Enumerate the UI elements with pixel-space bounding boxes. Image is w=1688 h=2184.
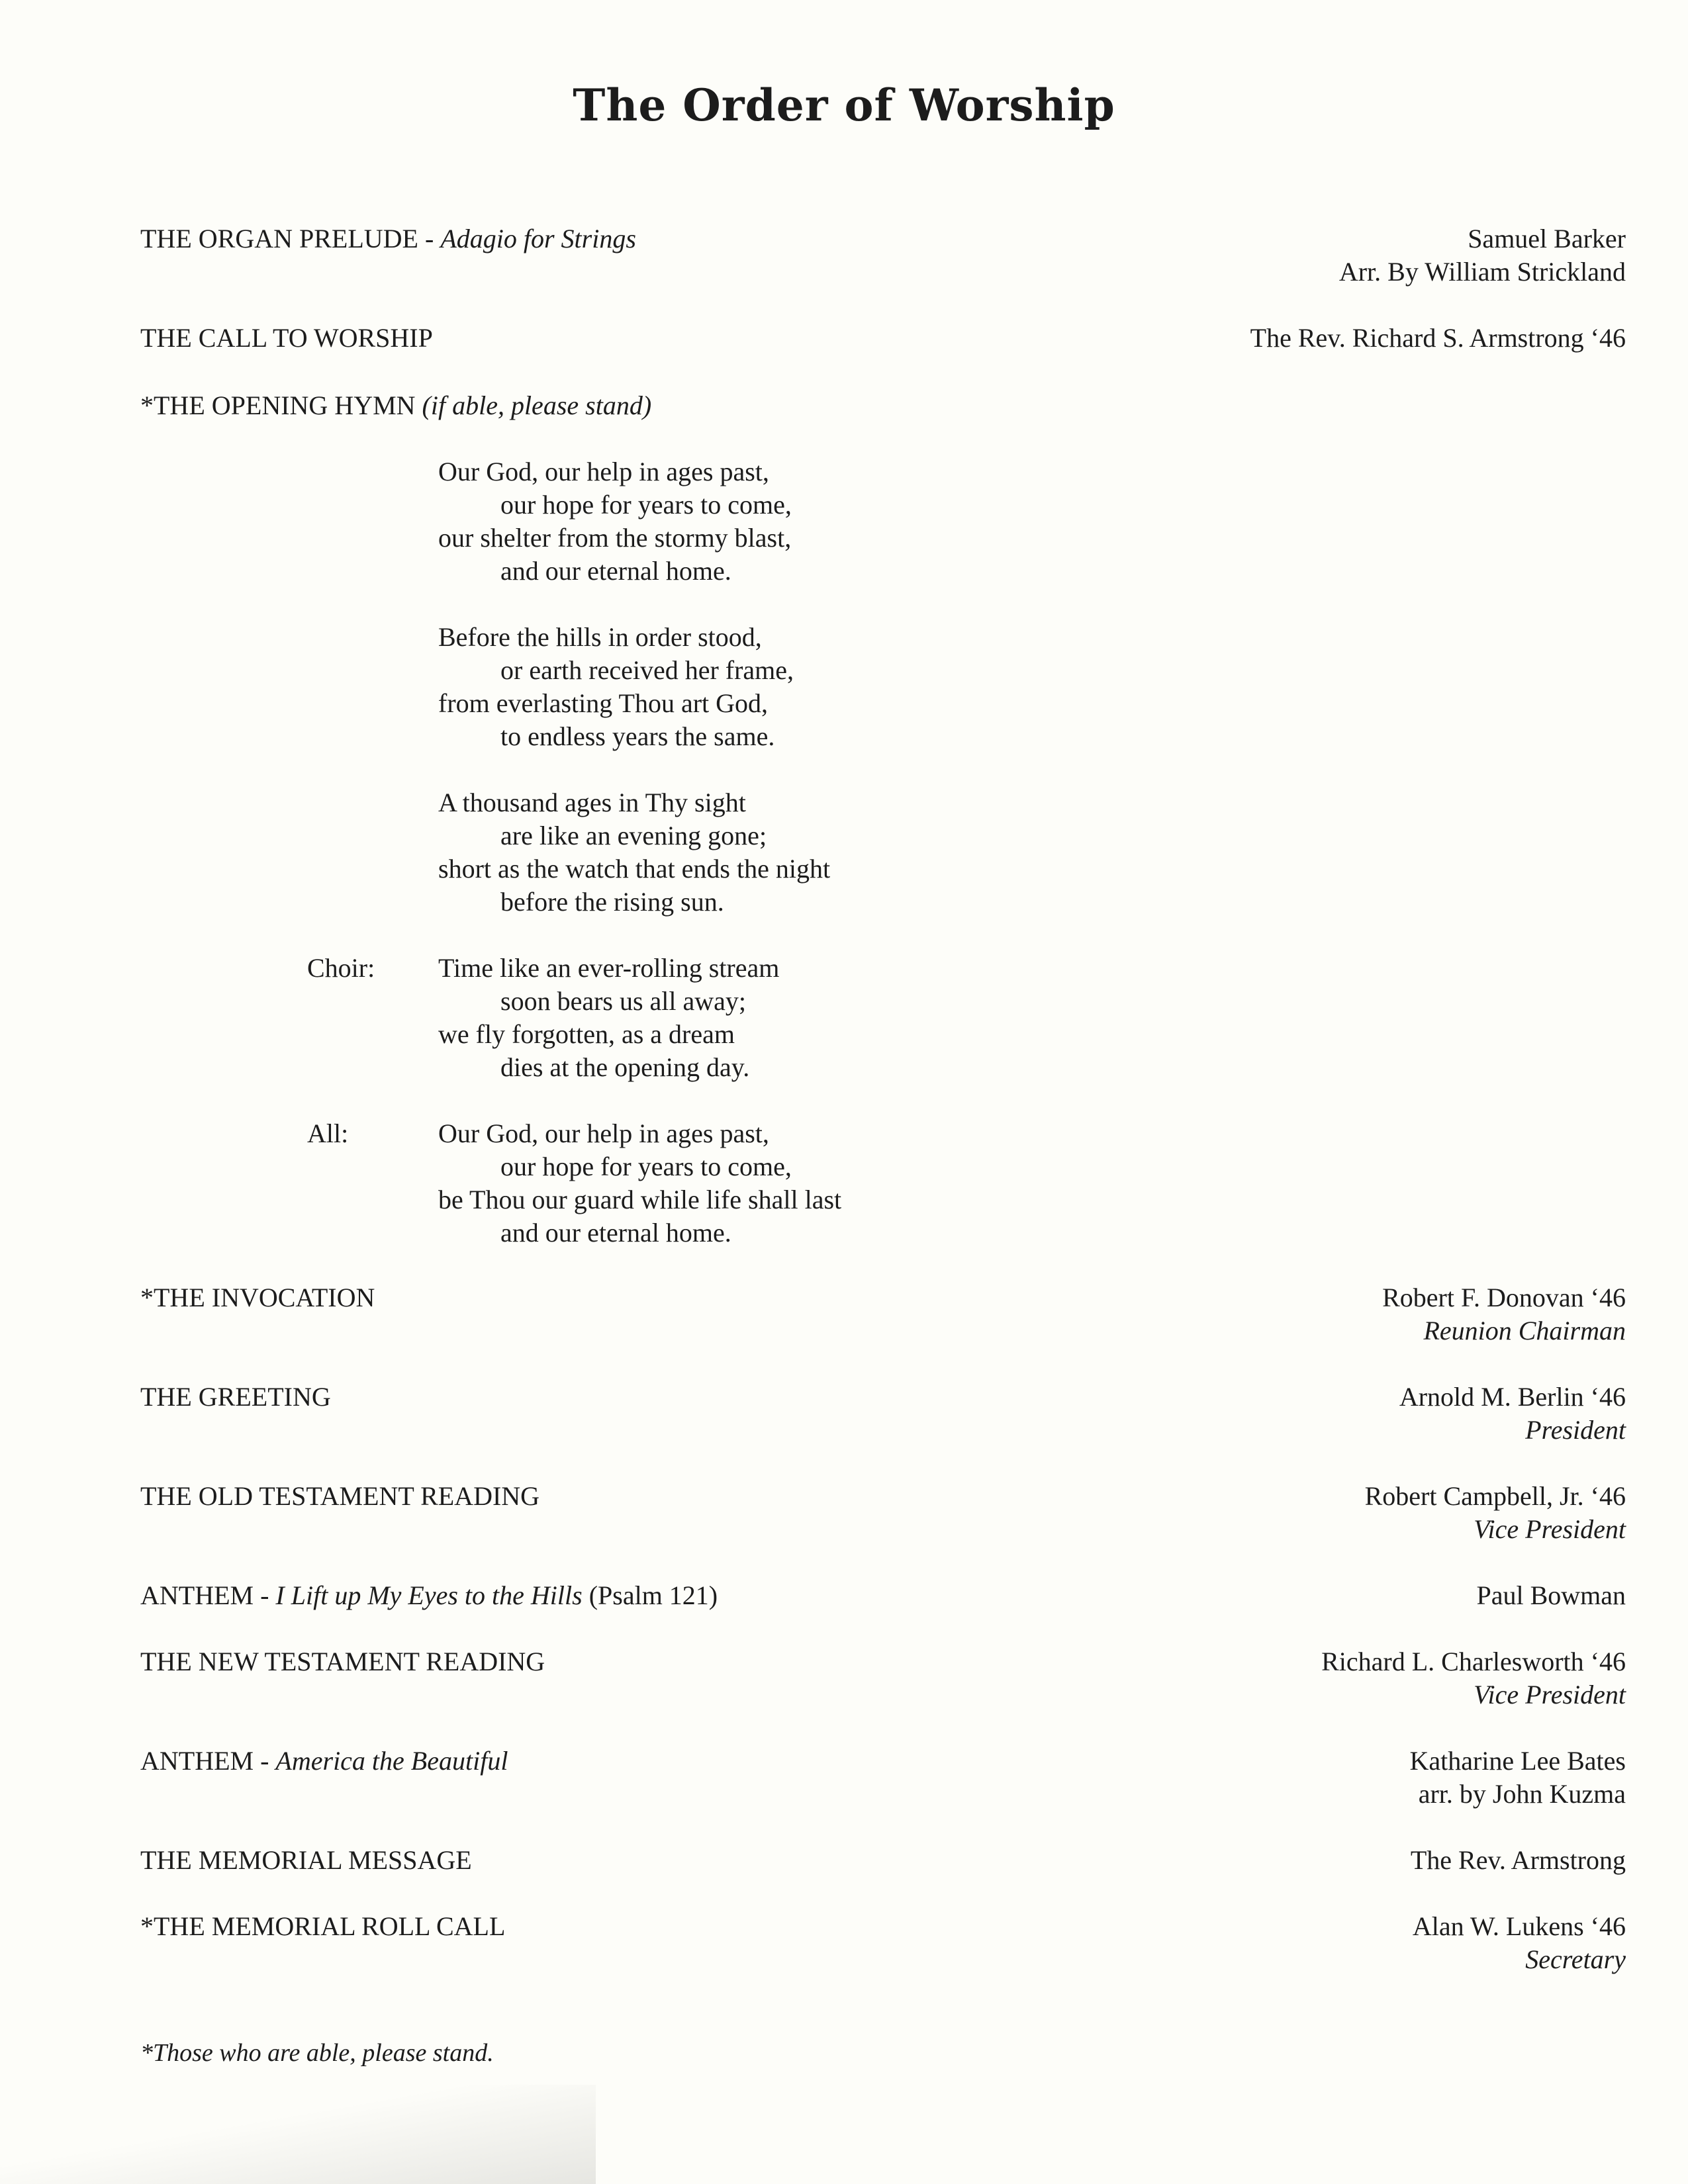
item-call-to-worship <box>140 322 433 355</box>
credit-line: Richard L. Charlesworth ‘46 <box>1321 1647 1626 1676</box>
credit-role: Vice President <box>1474 1514 1626 1544</box>
item-new-testament <box>140 1645 545 1678</box>
hymn-line: before the rising sun. <box>500 887 724 917</box>
credit-role: Reunion Chairman <box>1423 1316 1626 1345</box>
hymn-speaker-choir: Choir: <box>307 953 375 983</box>
hymn-line: dies at the opening day. <box>500 1052 750 1082</box>
hymn-speaker-all: All: <box>307 1118 349 1148</box>
hymn-line: are like an evening gone; <box>500 821 767 850</box>
credit-line: arr. by John Kuzma <box>1418 1779 1626 1809</box>
hymn-stanza-4 <box>438 952 779 1084</box>
credit-line: Robert F. Donovan ‘46 <box>1382 1283 1626 1312</box>
credit-line: The Rev. Richard S. Armstrong ‘46 <box>1250 323 1626 353</box>
hymn-stanza-1 <box>438 455 792 588</box>
item-opening-hymn <box>140 389 651 422</box>
item-greeting <box>140 1381 331 1414</box>
hymn-line: and our eternal home. <box>500 556 731 586</box>
item-invocation-credit <box>1382 1281 1626 1347</box>
credit-role: Vice President <box>1474 1680 1626 1709</box>
item-memorial-message <box>140 1844 472 1877</box>
item-new-testament-credit <box>1321 1645 1626 1711</box>
item-italic: (if able, please stand) <box>422 390 652 420</box>
hymn-line: soon bears us all away; <box>500 986 747 1016</box>
item-greeting-credit <box>1399 1381 1626 1447</box>
item-label: THE OLD TESTAMENT READING <box>140 1481 540 1511</box>
item-memorial-message-credit <box>1411 1844 1626 1877</box>
item-organ-prelude <box>140 222 636 255</box>
item-old-testament <box>140 1480 539 1513</box>
hymn-line: A thousand ages in Thy sight <box>438 788 746 817</box>
hymn-line: our shelter from the stormy blast, <box>438 523 792 553</box>
page-fold-shadow <box>0 2085 596 2184</box>
hymn-line: or earth received her frame, <box>500 655 794 685</box>
credit-line: Robert Campbell, Jr. ‘46 <box>1364 1481 1626 1511</box>
item-label: *THE OPENING HYMN <box>140 390 422 420</box>
credit-line: Arnold M. Berlin ‘46 <box>1399 1382 1626 1412</box>
item-label: THE ORGAN PRELUDE - <box>140 224 441 253</box>
item-label: THE CALL TO WORSHIP <box>140 323 433 353</box>
footnote: *Those who are able, please stand. <box>140 2039 494 2067</box>
hymn-line: and our eternal home. <box>500 1218 731 1248</box>
item-call-to-worship-credit <box>1250 322 1626 355</box>
hymn-stanza-5 <box>438 1117 841 1250</box>
page-title: The Order of Worship <box>573 79 1115 131</box>
item-italic: I Lift up My Eyes to the Hills <box>275 1580 583 1610</box>
hymn-line: Time like an ever-rolling stream <box>438 953 780 983</box>
item-label: ANTHEM - <box>140 1580 276 1610</box>
item-italic: America the Beautiful <box>275 1746 508 1776</box>
credit-line: The Rev. Armstrong <box>1410 1845 1626 1875</box>
item-italic: Adagio for Strings <box>440 224 636 253</box>
item-anthem-america-credit <box>1409 1745 1626 1811</box>
credit-line: Katharine Lee Bates <box>1409 1746 1626 1776</box>
hymn-line: Our God, our help in ages past, <box>438 457 769 486</box>
item-tail: (Psalm 121) <box>582 1580 718 1610</box>
item-memorial-roll-call-credit <box>1413 1910 1626 1976</box>
item-organ-prelude-credit <box>1339 222 1626 289</box>
hymn-line: be Thou our guard while life shall last <box>438 1185 842 1214</box>
hymn-stanza-2 <box>438 621 794 753</box>
credit-role: President <box>1525 1415 1626 1445</box>
hymn-line: our hope for years to come, <box>500 1152 792 1181</box>
item-invocation <box>140 1281 375 1314</box>
item-label: *THE MEMORIAL ROLL CALL <box>140 1911 506 1941</box>
hymn-line: Our God, our help in ages past, <box>438 1118 769 1148</box>
item-anthem-psalm <box>140 1579 718 1612</box>
item-label: ANTHEM - <box>140 1746 276 1776</box>
hymn-line: short as the watch that ends the night <box>438 854 831 884</box>
item-anthem-america <box>140 1745 508 1778</box>
hymn-stanza-3 <box>438 786 830 919</box>
credit-line: Paul Bowman <box>1476 1580 1626 1610</box>
credit-line: Samuel Barker <box>1468 224 1626 253</box>
item-label: THE MEMORIAL MESSAGE <box>140 1845 472 1875</box>
item-label: THE NEW TESTAMENT READING <box>140 1647 545 1676</box>
item-memorial-roll-call <box>140 1910 505 1943</box>
hymn-line: we fly forgotten, as a dream <box>438 1019 735 1049</box>
item-label: THE GREETING <box>140 1382 331 1412</box>
credit-line: Alan W. Lukens ‘46 <box>1412 1911 1626 1941</box>
credit-role: Secretary <box>1525 1944 1626 1974</box>
hymn-line: Before the hills in order stood, <box>438 622 762 652</box>
item-anthem-psalm-credit <box>1476 1579 1626 1612</box>
item-label: *THE INVOCATION <box>140 1283 375 1312</box>
credit-line: Arr. By William Strickland <box>1338 257 1626 287</box>
item-old-testament-credit <box>1365 1480 1626 1546</box>
hymn-line: our hope for years to come, <box>500 490 792 520</box>
hymn-line: to endless years the same. <box>500 721 775 751</box>
hymn-line: from everlasting Thou art God, <box>438 688 769 718</box>
